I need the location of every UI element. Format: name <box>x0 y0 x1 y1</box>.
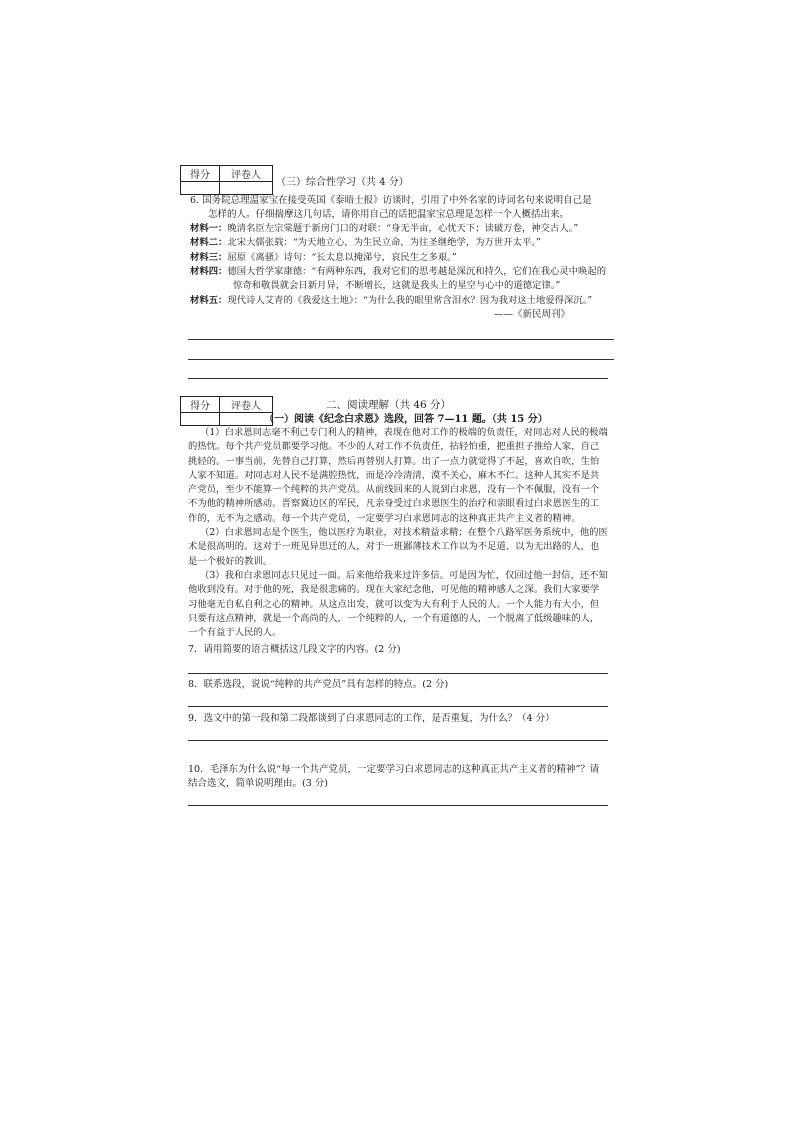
p1-line: 人家不知道。对同志对人民不是满腔热忱，而是冷冷清清，漠不关心，麻木不仁。这种人其实不是共 <box>188 469 600 481</box>
answer-line-q10[interactable] <box>188 805 608 806</box>
p2-line: 术是很高明的。这对于一班见异思迁的人，对于一班鄙薄技术工作以为不足道、以为无出路的人，也 <box>188 541 600 553</box>
material-5-text: 现代诗人艾青的《我爱这土地》：“为什么我的眼里常含泪水？因为我对这土地爱得深沉。” <box>227 295 593 306</box>
score-header: 得分 <box>181 397 220 413</box>
section2-title: 二、阅读理解（共 46 分） <box>326 399 452 411</box>
p3-line: 他收到没有。对于他的死，我是很悲痛的。现在大家纪念他，可见他的精神感人之深。我们大家要学 <box>188 584 600 596</box>
reading-subtitle: （一）阅读《纪念白求恩》选段，回答 7—11 题。（共 15 分） <box>264 414 548 425</box>
material-1-label: 材料一： <box>190 223 228 234</box>
p1-line: 产党员，至少不能算一个纯粹的共产党员。从前线回来的人说到白求恩，没有一个不佩服，没有一个 <box>188 484 600 496</box>
source-citation: ——《新民周刊》 <box>494 309 571 320</box>
answer-line-q7[interactable] <box>188 673 608 674</box>
question-8: 8．联系选段，说说“纯粹的共产党员”具有怎样的特点。(2 分) <box>188 679 449 690</box>
score-cell[interactable] <box>181 182 220 195</box>
grader-header: 评卷人 <box>220 166 273 182</box>
p2-line: 是一个极好的教训。 <box>188 555 273 567</box>
material-4-line2: 惊奇和敬畏就会日新月异，不断增长，这就是我头上的星空与心中的道德定律。” <box>233 280 561 291</box>
score-header: 得分 <box>181 166 220 182</box>
p2-line: （2）白求恩同志是个医生，他以医疗为职业，对技术精益求精；在整个八路军医务系统中，他的医 <box>200 527 608 538</box>
p3-line: 只要有这点精神，就是一个高尚的人，一个纯粹的人，一个有道德的人，一个脱离了低级趣味的人， <box>188 612 600 624</box>
material-2-text: 北宋大儒张载：“为天地立心，为生民立命，为往圣继绝学，为万世开太平。” <box>227 237 541 248</box>
material-5-label: 材料五： <box>190 295 228 306</box>
p1-line: （1）白求恩同志毫不利己专门利人的精神，表现在他对工作的极端的负责任，对同志对人民的极端 <box>200 427 608 438</box>
question-10-line1: 10．毛泽东为什么说“每一个共产党员，一定要学习白求恩同志的这种真正共产主义者的精神”？请 <box>188 764 600 775</box>
material-3-label: 材料三： <box>190 252 228 263</box>
p1-line: 作的，无不为之感动。每一个共产党员，一定要学习白求恩同志的这种真正共产主义者的精神。 <box>188 512 581 524</box>
grader-cell[interactable] <box>220 182 273 195</box>
material-2-label: 材料二： <box>190 237 228 248</box>
answer-line-q6-1[interactable] <box>188 339 614 340</box>
p1-line: 的热忱。每个共产党员都要学习他。不少的人对工作不负责任，拈轻怕重，把重担子推给人家，自己 <box>188 441 600 453</box>
passage-paragraph-2 <box>188 526 608 569</box>
question-7: 7．请用简要的语言概括这几段文字的内容。(2 分) <box>188 644 401 655</box>
material-3 <box>190 251 457 265</box>
material-4-label: 材料四： <box>190 266 228 277</box>
score-table-section3 <box>180 165 273 195</box>
q6-line1: 6. 国务院总理温家宝在接受英国《泰晤士报》访谈时，引用了中外名家的诗词名句来说明自己是 <box>190 195 592 206</box>
p3-line: 习他毫无自私自利之心的精神。从这点出发，就可以变为大有利于人民的人。一个人能力有大小，但 <box>188 598 600 610</box>
score-table-section2 <box>180 396 273 426</box>
material-4 <box>190 265 606 279</box>
question-9: 9．选文中的第一段和第二段都谈到了白求恩同志的工作，是否重复，为什么？（4 分） <box>188 713 555 724</box>
material-1 <box>190 222 578 236</box>
material-4-text-1: 德国大哲学家康德：“有两种东西，我对它们的思考越是深沉和持久，它们在我心灵中唤起的 <box>227 266 607 277</box>
score-cell[interactable] <box>181 413 220 426</box>
material-1-text: 晚清名臣左宗棠题于新房门口的对联：“身无半亩，心忧天下；读破万卷，神交古人。” <box>227 223 579 234</box>
q6-line2: 怎样的人。仔细揣摩这几句话，请你用自己的话把温家宝总理是怎样一个人概括出来。 <box>208 209 570 220</box>
material-3-text: 屈原《离骚》诗句：“长太息以掩涕兮，哀民生之多艰。” <box>227 252 457 263</box>
material-5 <box>190 294 592 308</box>
question-10-line2: 结合选文，简单说明理由。(3 分) <box>188 778 328 789</box>
passage-paragraph-3 <box>188 569 608 640</box>
section3-title: （三）综合性学习（共 4 分） <box>276 177 409 188</box>
answer-line-q9[interactable] <box>188 740 608 741</box>
material-2 <box>190 236 541 250</box>
answer-line-q8[interactable] <box>188 706 608 707</box>
passage-paragraph-1 <box>188 426 608 526</box>
p3-line: 一个有益于人民的人。 <box>188 627 282 639</box>
answer-line-q6-2[interactable] <box>188 359 614 360</box>
answer-line-q6-3[interactable] <box>188 378 608 379</box>
p1-line: 挑轻的。一事当前，先替自己打算，然后再替别人打算。出了一点力就觉得了不起，喜欢自吹，生怕 <box>188 455 600 467</box>
p1-line: 不为他的精神所感动。晋察冀边区的军民，凡亲身受过白求恩医生的治疗和亲眼看过白求恩医生的工 <box>188 498 600 510</box>
p3-line: （3）我和白求恩同志只见过一面。后来他给我来过许多信。可是因为忙，仅回过他一封信，还不知 <box>200 570 608 581</box>
grader-header: 评卷人 <box>220 397 273 413</box>
